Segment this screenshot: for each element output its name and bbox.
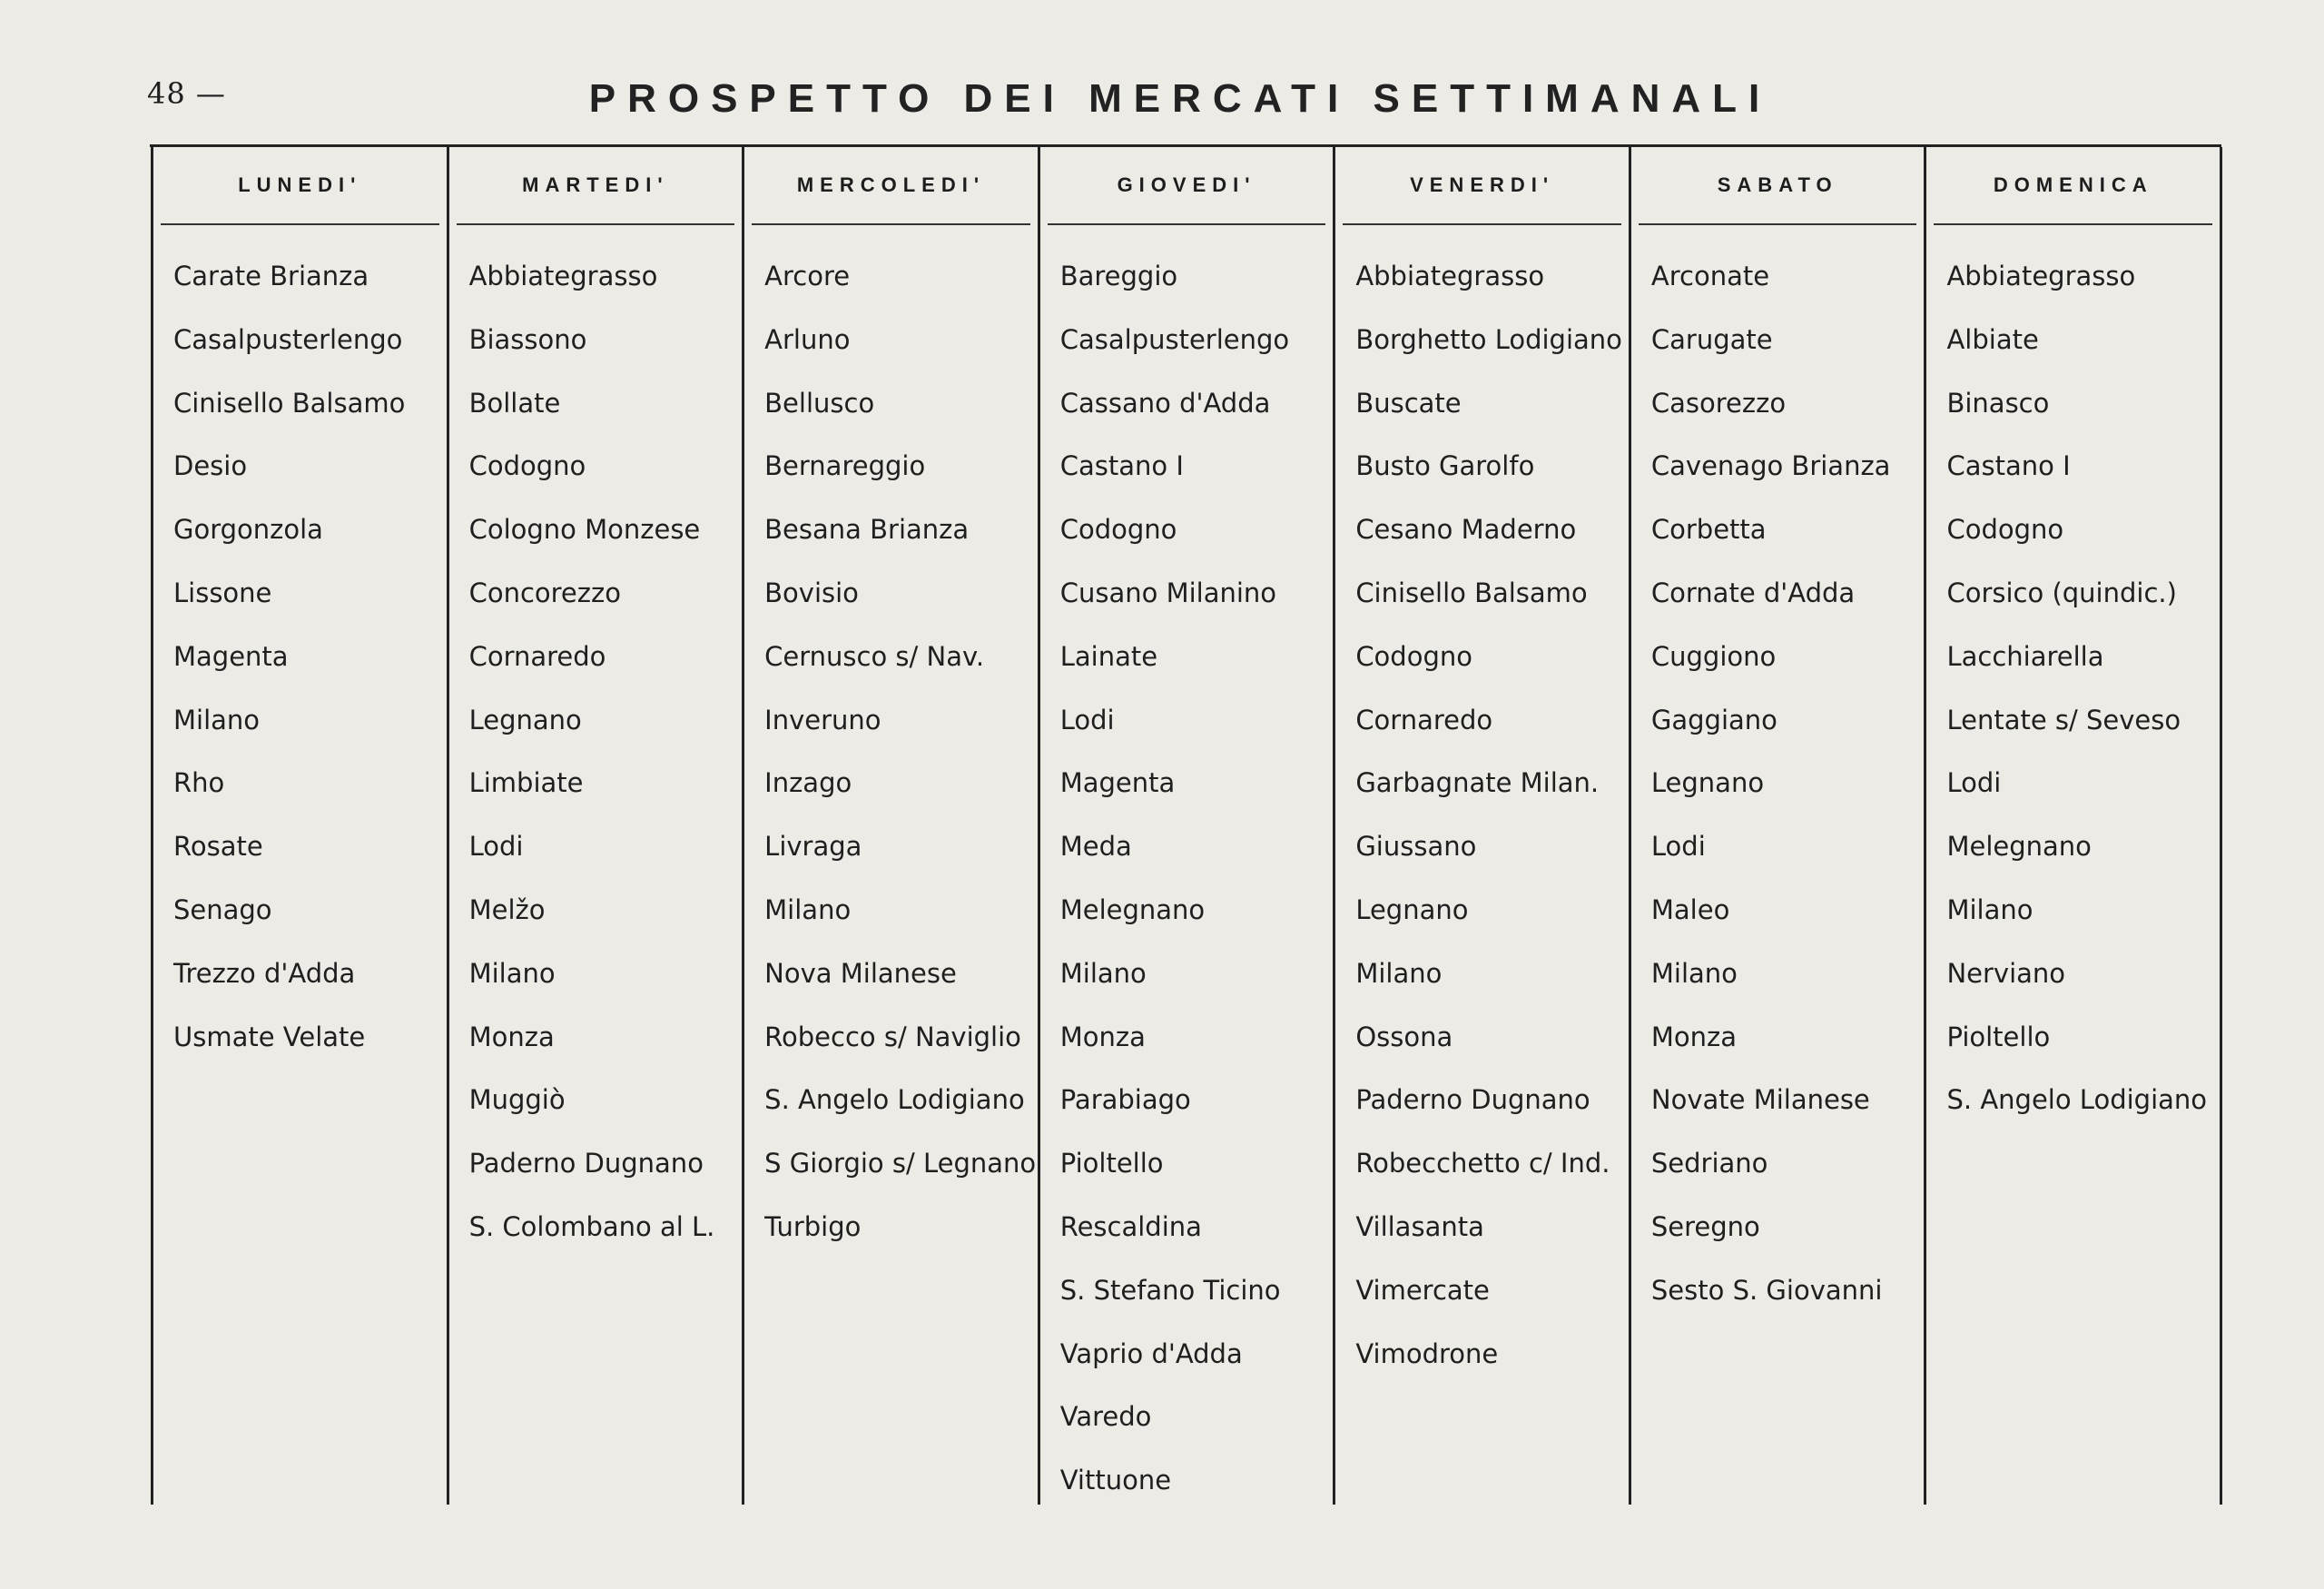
- market-item: Borghetto Lodigiano: [1355, 323, 1622, 355]
- market-item: Cavenago Brianza: [1650, 450, 1891, 482]
- market-item: Abbiategrasso: [468, 261, 658, 291]
- market-item: Biassono: [468, 323, 587, 355]
- market-item: Novate Milanese: [1650, 1084, 1870, 1116]
- market-item: Lentate s/ Seveso: [1946, 704, 2181, 735]
- market-item: Arluno: [764, 323, 851, 355]
- market-item: Binasco: [1946, 387, 2050, 419]
- market-item: Casorezzo: [1650, 387, 1787, 419]
- market-item: Legnano: [468, 704, 582, 735]
- market-item: Seregno: [1650, 1210, 1760, 1242]
- day-column: [1038, 147, 1334, 1505]
- market-item: Casalpusterlengo: [1059, 323, 1290, 355]
- market-item: Villasanta: [1355, 1210, 1484, 1242]
- market-item: Milano: [1355, 957, 1443, 989]
- market-item: Trezzo d'Adda: [173, 957, 356, 989]
- market-item: Gorgonzola: [173, 514, 323, 546]
- market-item: Abbiategrasso: [1946, 261, 2136, 291]
- market-item: Cornaredo: [468, 640, 606, 672]
- market-item: S Giorgio s/ Legnano: [764, 1148, 1037, 1179]
- market-item: Vimercate: [1355, 1274, 1490, 1306]
- market-item: Senago: [173, 893, 272, 925]
- market-item: Cusano Milanino: [1059, 577, 1277, 608]
- market-item: Melžo: [468, 893, 546, 925]
- market-item: Bovisio: [764, 577, 859, 608]
- market-list: [1631, 225, 1925, 1334]
- market-item: Legnano: [1650, 767, 1765, 799]
- market-item: Codogno: [1946, 514, 2064, 546]
- market-item: Pioltello: [1946, 1021, 2051, 1052]
- market-item: Limbiate: [468, 767, 584, 799]
- market-item: Robecco s/ Naviglio: [764, 1021, 1021, 1052]
- market-item: Meda: [1059, 831, 1132, 863]
- market-item: S. Stefano Ticino: [1059, 1274, 1281, 1306]
- market-item: S. Angelo Lodigiano: [764, 1084, 1025, 1116]
- market-item: Nova Milanese: [764, 957, 957, 989]
- market-item: Cuggiono: [1650, 640, 1777, 672]
- market-list: [1926, 225, 2220, 1143]
- market-item: Casalpusterlengo: [173, 323, 403, 355]
- market-list: [153, 225, 447, 1080]
- market-item: Codogno: [1355, 640, 1472, 672]
- market-item: Vittuone: [1059, 1465, 1172, 1496]
- market-item: Monza: [1059, 1021, 1146, 1052]
- market-item: Busto Garolfo: [1355, 450, 1535, 482]
- day-column: [1333, 147, 1629, 1505]
- page-title: PROSPETTO DEI MERCATI SETTIMANALI: [588, 76, 1772, 121]
- market-item: Milano: [764, 893, 852, 925]
- market-item: Paderno Dugnano: [468, 1148, 704, 1179]
- market-list: [449, 225, 743, 1270]
- weekly-markets-table: [151, 147, 2222, 1505]
- market-item: Sesto S. Giovanni: [1650, 1274, 1883, 1306]
- market-item: Arconate: [1650, 261, 1770, 291]
- day-header: DOMENICA: [1934, 147, 2212, 225]
- day-header: GIOVEDI': [1048, 147, 1326, 225]
- market-item: Cornate d'Adda: [1650, 577, 1856, 608]
- market-item: Cernusco s/ Nav.: [764, 640, 985, 672]
- market-item: Milano: [1650, 957, 1738, 989]
- day-column: [1924, 147, 2222, 1505]
- market-item: Turbigo: [764, 1210, 862, 1242]
- market-list: [744, 225, 1038, 1270]
- market-item: Vaprio d'Adda: [1059, 1337, 1243, 1369]
- day-header: SABATO: [1639, 147, 1917, 225]
- market-item: Cassano d'Adda: [1059, 387, 1271, 419]
- day-column: [151, 147, 447, 1505]
- market-item: Lodi: [1059, 704, 1115, 735]
- market-item: Cesano Maderno: [1355, 514, 1577, 546]
- market-item: Nerviano: [1946, 957, 2066, 989]
- market-item: Rosate: [173, 831, 263, 863]
- market-item: Livraga: [764, 831, 862, 863]
- market-list: [1040, 225, 1334, 1524]
- market-item: Besana Brianza: [764, 514, 970, 546]
- market-list: [1335, 225, 1629, 1397]
- market-item: Cornaredo: [1355, 704, 1493, 735]
- market-item: Albiate: [1946, 323, 2039, 355]
- market-item: Lissone: [173, 577, 272, 608]
- market-item: Milano: [1059, 957, 1147, 989]
- market-item: Castano I: [1059, 450, 1184, 482]
- market-item: Castano I: [1946, 450, 2071, 482]
- market-item: S. Angelo Lodigiano: [1946, 1084, 2208, 1116]
- market-item: Cinisello Balsamo: [1355, 577, 1588, 608]
- market-item: Lacchiarella: [1946, 640, 2104, 672]
- day-header: MARTEDI': [457, 147, 735, 225]
- day-header: LUNEDI': [161, 147, 439, 225]
- market-item: Abbiategrasso: [1355, 261, 1545, 291]
- market-item: Garbagnate Milan.: [1355, 767, 1600, 799]
- day-column: [742, 147, 1038, 1505]
- market-item: Parabiago: [1059, 1084, 1191, 1116]
- market-item: Sedriano: [1650, 1148, 1768, 1179]
- market-item: Usmate Velate: [173, 1021, 366, 1052]
- market-item: Lodi: [1946, 767, 2002, 799]
- market-item: Codogno: [1059, 514, 1177, 546]
- market-item: Ossona: [1355, 1021, 1453, 1052]
- market-item: Corbetta: [1650, 514, 1767, 546]
- market-item: Robecchetto c/ Ind.: [1355, 1148, 1610, 1179]
- market-item: Giussano: [1355, 831, 1477, 863]
- market-item: Milano: [173, 704, 261, 735]
- market-item: Monza: [468, 1021, 555, 1052]
- market-item: Lainate: [1059, 640, 1158, 672]
- market-item: Pioltello: [1059, 1148, 1164, 1179]
- market-item: Inveruno: [764, 704, 881, 735]
- market-item: Varedo: [1059, 1401, 1152, 1433]
- market-item: Corsico (quindic.): [1946, 577, 2177, 608]
- market-item: Buscate: [1355, 387, 1462, 419]
- market-item: Muggiò: [468, 1084, 566, 1116]
- market-item: Legnano: [1355, 893, 1469, 925]
- market-item: Desio: [173, 450, 248, 482]
- market-item: Paderno Dugnano: [1355, 1084, 1590, 1116]
- market-item: Rescaldina: [1059, 1210, 1202, 1242]
- market-item: Codogno: [468, 450, 586, 482]
- market-item: Monza: [1650, 1021, 1738, 1052]
- market-item: Bellusco: [764, 387, 875, 419]
- page-number: 48 —: [147, 76, 226, 111]
- market-item: Magenta: [173, 640, 289, 672]
- day-header: VENERDI': [1343, 147, 1621, 225]
- market-item: Bollate: [468, 387, 561, 419]
- market-item: Bernareggio: [764, 450, 926, 482]
- market-item: Melegnano: [1059, 893, 1206, 925]
- market-item: Carugate: [1650, 323, 1773, 355]
- day-column: [1629, 147, 1925, 1505]
- market-item: Bareggio: [1059, 261, 1178, 291]
- market-item: Magenta: [1059, 767, 1176, 799]
- day-column: [447, 147, 743, 1505]
- market-item: Concorezzo: [468, 577, 621, 608]
- market-item: Milano: [468, 957, 556, 989]
- market-item: Cinisello Balsamo: [173, 387, 406, 419]
- day-header: MERCOLEDI': [752, 147, 1030, 225]
- market-item: Rho: [173, 767, 225, 799]
- market-item: Vimodrone: [1355, 1337, 1499, 1369]
- market-item: Carate Brianza: [173, 261, 369, 291]
- market-item: Arcore: [764, 261, 851, 291]
- market-item: Milano: [1946, 893, 2034, 925]
- market-item: Melegnano: [1946, 831, 2092, 863]
- market-item: Lodi: [1650, 831, 1706, 863]
- market-item: S. Colombano al L.: [468, 1210, 715, 1242]
- market-item: Cologno Monzese: [468, 514, 701, 546]
- market-item: Inzago: [764, 767, 852, 799]
- market-item: Lodi: [468, 831, 524, 863]
- market-item: Gaggiano: [1650, 704, 1777, 735]
- market-item: Maleo: [1650, 893, 1730, 925]
